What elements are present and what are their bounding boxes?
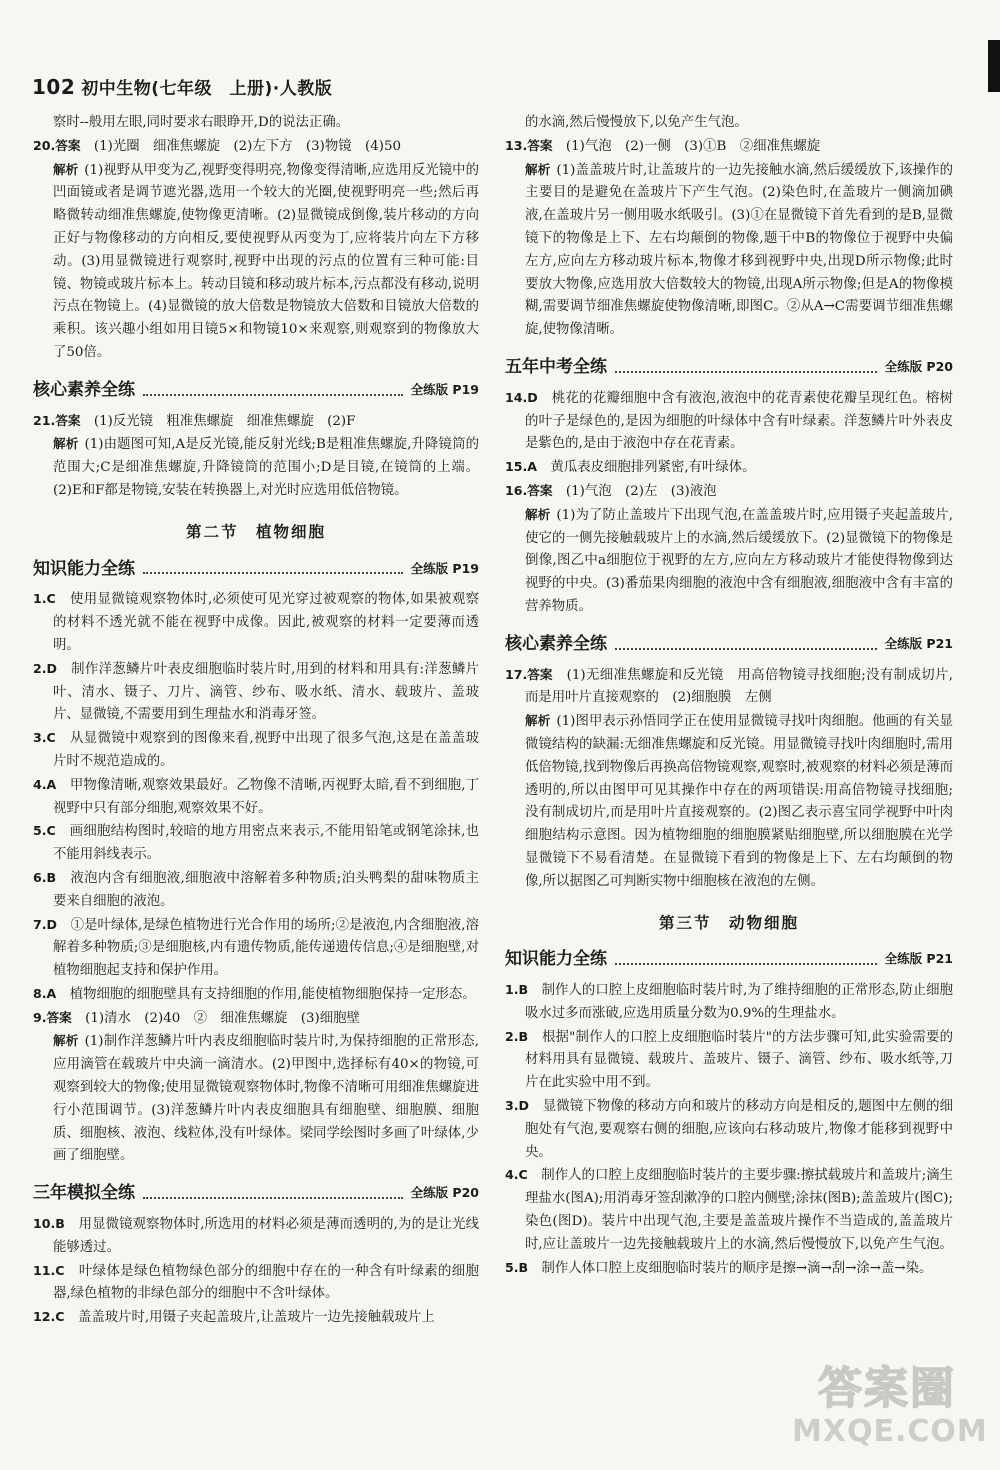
section-ref: 全练版 P20 xyxy=(410,1185,479,1201)
section-title: 三年模拟全练 xyxy=(33,1183,135,1204)
section-heading xyxy=(33,379,479,402)
answer-16 xyxy=(505,480,953,619)
answer-item xyxy=(505,387,953,456)
item-text: 使用显微镜观察物体时,必须使可见光穿过被观察的物体,如果被观察的材料不透光就不能在视野中成像。因此,被观察的材料一定要薄而透明。 xyxy=(53,592,479,653)
answer-item xyxy=(505,456,953,480)
item-label: 1.C xyxy=(33,591,56,607)
answer-item xyxy=(505,1257,953,1281)
section-heading xyxy=(505,356,953,379)
analysis-tag: 解析 xyxy=(525,713,551,729)
answer-item xyxy=(33,1213,479,1260)
item-label: 14.D xyxy=(505,389,538,405)
continued-text: 察时--般用左眼,同时要求右眼睁开,D的说法正确。 xyxy=(53,115,350,130)
item-analysis: (1)视野从甲变为乙,视野变得明亮,物像变得清晰,应选用反光镜中的凹面镜或者是调节遮光器,选用一个较大的光圈,使视野明亮一些;然后再略微转动细准焦螺旋,使物像更清晰。(2)显微镜成倒像,装片移动的方向正好与物像移动的方向相反,要使视野从丙变为丁,应将装片向左下方移动。(3)用显微镜进行观察时,视野中出现的污点的位置有三种可能:目镜、物镜或玻片标本上。转动目镜和移动玻片标本,污点都没有移动,说明污点在物镜上。(4)显微镜的放大倍数是物镜放大倍数和目镜放大倍数的乘积。该兴趣小组如用目镜5×和物镜10×来观察,则观察到的物像放大了50倍。 xyxy=(53,162,479,360)
watermark-logo-text: 答案圈 xyxy=(818,1363,956,1414)
item-label: 6.B xyxy=(33,869,57,885)
answer-item xyxy=(33,1260,479,1307)
section-heading xyxy=(505,633,953,656)
item-label: 5.B xyxy=(505,1259,529,1275)
item-label: 20.答案 xyxy=(33,137,81,153)
section-title: 五年中考全练 xyxy=(505,356,607,377)
answer-13 xyxy=(505,135,953,342)
answer-20 xyxy=(33,135,479,365)
item-analysis: (1)图甲表示孙悟同学正在使用显微镜寻找叶肉细胞。他画的有关显微镜结构的缺漏:无细准焦螺旋和反光镜。用显微镜寻找叶肉细胞时,需用低倍物镜,找到物像后再换高倍物镜观察,观察时,被观察的材料必须是薄而透明的,所以由图甲可见其操作中存在的两项错误:用高倍物镜寻找细胞;没有制成切片,而是用叶片直接观察的。(2)图乙表示喜宝同学视野中叶肉细胞结构示意图。因为植物细胞的细胞膜紧贴细胞壁,所以细胞膜在光学显微镜下不易看清楚。在显微镜下看到的物像是上下、左右均颠倒的物像,所以据图乙可判断实物中细胞核在液泡的左侧。 xyxy=(525,714,954,889)
item-answer: (1)光圈 细准焦螺旋 (2)左下方 (3)物镜 (4)50 xyxy=(93,138,402,154)
right-column xyxy=(505,112,953,1280)
item-label: 17.答案 xyxy=(505,666,553,682)
item-text: 叶绿体是绿色植物绿色部分的细胞中存在的一种含有叶绿素的细胞器,绿色植物的非绿色部分的细胞中不含叶绿体。 xyxy=(53,1263,480,1302)
section-title: 核心素养全练 xyxy=(505,633,607,654)
item-answer: (1)气泡 (2)左 (3)液泡 xyxy=(565,483,717,499)
item-label: 2.D xyxy=(33,660,58,676)
item-answer: (1)无细准焦螺旋和反光镜 用高倍物镜寻找细胞;没有制成切片,而是用叶片直接观察的 (2)细胞膜 左侧 xyxy=(525,667,954,706)
item-label: 7.D xyxy=(33,916,58,932)
dotted-rule xyxy=(143,572,403,574)
item-text: 制作人体口腔上皮细胞临时装片的顺序是擦→滴→刮→涂→盖→染。 xyxy=(541,1260,933,1276)
dotted-rule xyxy=(615,648,877,650)
item-label: 2.B xyxy=(505,1028,529,1044)
watermark-url: MXQE.COM xyxy=(792,1414,988,1449)
analysis-tag: 解析 xyxy=(53,161,79,177)
item-analysis: (1)盖盖玻片时,让盖玻片的一边先接触水滴,然后缓缓放下,该操作的主要目的是避免在盖玻片下产生气泡。(2)染色时,在盖玻片一侧滴加碘液,在盖玻片另一侧用吸水纸吸引。(3)①在显微镜下首先看到的是B,显微镜下的物像是上下、左右均颠倒的物像,题干中B的物像位于视野中央偏左方,应向左方移动玻片标本,物像才移到视野中央,出现D所示物像;此时要放大物像,应选用放大倍数较大的物镜,出现A所示物像;但是A的物像模糊,需要调节细准焦螺旋使物像清晰,即图C。②从A→C需要调节细准焦螺旋,使物像清晰。 xyxy=(525,162,953,338)
page-edge-tab xyxy=(988,40,1000,92)
item-text: 制作洋葱鳞片叶表皮细胞临时装片时,用到的材料和用具有:洋葱鳞片叶、清水、镊子、刀片、滴管、纱布、吸水纸、清水、载玻片、盖玻片、显微镜,不需要用到生理盐水和消毒牙签。 xyxy=(53,661,479,723)
section-title: 知识能力全练 xyxy=(505,949,607,970)
analysis-tag: 解析 xyxy=(525,506,551,522)
section-ref: 全练版 P19 xyxy=(410,381,479,397)
answer-17 xyxy=(505,664,953,894)
item-text: 显微镜下物像的移动方向和玻片的移动方向是相反的,题图中左侧的细胞处有气泡,要观察右侧的细胞,应该向右移动玻片,物像才能移到视野中央。 xyxy=(525,1099,953,1160)
item-text: 制作人的口腔上皮细胞临时装片的主要步骤:擦拭载玻片和盖玻片;滴生理盐水(图A);用消毒牙签刮漱净的口腔内侧壁;涂抹(图B);盖盖玻片(图C);染色(图D)。装片中出现气泡,主要是盖盖玻片操作不当造成的,盖盖玻片时,应让盖玻片一边先接触载玻片上的水滴,然后慢慢放下,以免产生气泡。 xyxy=(525,1168,954,1252)
dotted-rule xyxy=(143,1197,403,1199)
answer-item xyxy=(33,658,479,727)
book-title: 初中生物(七年级 上册)·人教版 xyxy=(81,79,333,99)
answer-item xyxy=(505,1164,953,1256)
item-label: 5.C xyxy=(33,823,56,839)
item-label: 9.答案 xyxy=(33,1009,72,1025)
answer-item xyxy=(33,727,479,774)
item-text: ①是叶绿体,是绿色植物进行光合作用的场所;②是液泡,内含细胞液,溶解着多种物质;③是细胞核,内有遗传物质,能传递遗传信息;④是细胞壁,对植物细胞起支持和保护作用。 xyxy=(53,917,480,979)
item-label: 1.B xyxy=(505,982,529,998)
item-label: 11.C xyxy=(33,1262,65,1278)
section-title: 核心素养全练 xyxy=(33,379,135,400)
item-text: 甲物像清晰,观察效果最好。乙物像不清晰,丙视野太暗,看不到细胞,丁视野中只有部分细胞,观察效果不好。 xyxy=(53,777,479,816)
section-ref: 全练版 P21 xyxy=(884,951,953,967)
item-text: 从显微镜中观察到的图像来看,视野中出现了很多气泡,这是在盖盖玻片时不规范造成的。 xyxy=(53,731,479,769)
chapter-title: 第二节 植物细胞 xyxy=(185,522,326,541)
answer-item xyxy=(505,979,953,1026)
analysis-tag: 解析 xyxy=(53,436,79,452)
item-label: 10.B xyxy=(33,1216,65,1232)
item-label: 15.A xyxy=(505,459,538,475)
answer-item xyxy=(33,820,479,867)
item-label: 3.C xyxy=(33,730,56,746)
item-text: 桃花的花瓣细胞中含有液泡,液泡中的花青素使花瓣呈现红色。榕树的叶子是绿色的,是因为细胞的叶绿体中含有叶绿素。洋葱鳞片叶外表皮是紫色的,是由于液泡中存在花青素。 xyxy=(525,390,954,452)
item-analysis: (1)为了防止盖玻片下出现气泡,在盖盖玻片时,应用镊子夹起盖玻片,使它的一侧先接触载玻片上的水滴,然后缓缓放下。(2)显微镜下的物像是倒像,图乙中a细胞位于视野的左方,应向左方移动玻片才能使得物像到达视野的中央。(3)番茄果肉细胞的液泡中含有细胞液,细胞液中含有丰富的营养物质。 xyxy=(525,507,953,614)
item-label: 8.A xyxy=(33,985,57,1001)
item-text: 画细胞结构图时,较暗的地方用密点来表示,不能用铅笔或钢笔涂抹,也不能用斜线表示。 xyxy=(53,824,479,863)
section-ref: 全练版 P20 xyxy=(884,358,953,374)
left-column xyxy=(33,112,479,1330)
item-text: 制作人的口腔上皮细胞临时装片时,为了维持细胞的正常形态,防止细胞吸水过多而涨破,应选用质量分数为0.9%的生理盐水。 xyxy=(525,983,953,1021)
section-ref: 全练版 P21 xyxy=(884,635,953,651)
section-ref: 全练版 P19 xyxy=(410,560,479,576)
chapter-title: 第三节 动物细胞 xyxy=(658,913,799,932)
item-text: 植物细胞的细胞壁具有支持细胞的作用,能使植物细胞保持一定形态。 xyxy=(69,986,476,1002)
site-watermark xyxy=(792,1352,988,1462)
section-heading xyxy=(505,948,953,971)
answer-item xyxy=(33,588,479,657)
section-heading xyxy=(33,558,479,581)
answer-21 xyxy=(33,410,479,503)
item-text: 根据"制作人的口腔上皮细胞临时装片"的方法步骤可知,此实验需要的材料用具有显微镜、载玻片、盖玻片、镊子、滴管、纱布、吸水纸等,刀片在此实验中用不到。 xyxy=(525,1029,954,1091)
item-label: 13.答案 xyxy=(505,137,553,153)
dotted-rule xyxy=(143,394,403,396)
section-title: 知识能力全练 xyxy=(33,558,135,579)
item-answer: (1)反光镜 粗准焦螺旋 细准焦螺旋 (2)F xyxy=(93,413,356,429)
analysis-tag: 解析 xyxy=(525,161,551,177)
item-label: 16.答案 xyxy=(505,482,553,498)
page-number: 102 xyxy=(32,75,76,99)
answer-item xyxy=(505,1026,953,1095)
answer-item xyxy=(505,1095,953,1164)
item-label: 4.A xyxy=(33,776,57,792)
dotted-rule xyxy=(615,371,877,373)
item-label: 21.答案 xyxy=(33,412,81,428)
item-analysis: (1)制作洋葱鳞片叶内表皮细胞临时装片时,为保持细胞的正常形态,应用滴管在载玻片中央滴一滴清水。(2)甲图中,选择标有40×的物镜,可观察到较大的物像;使用显微镜观察物体时,物像不清晰可用细准焦螺旋进行小范围调节。(3)洋葱鳞片叶内表皮细胞具有细胞壁、细胞膜、细胞质、细胞核、液泡、线粒体,没有叶绿体。梁同学绘图时多画了叶绿体,少画了细胞壁。 xyxy=(53,1034,479,1164)
item-analysis: (1)由题图可知,A是反光镜,能反射光线;B是粗准焦螺旋,升降镜筒的范围大;C是细准焦螺旋,升降镜筒的范围小;D是目镜,在镜筒的上端。(2)E和F都是物镜,安装在转换器上,对光时应选用低倍物镜。 xyxy=(53,437,479,498)
item-text: 黄瓜表皮细胞排列紧密,有叶绿体。 xyxy=(550,460,756,476)
item-label: 3.D xyxy=(505,1098,530,1114)
item-text: 盖盖玻片时,用镊子夹起盖玻片,让盖玻片一边先接触载玻片上 xyxy=(77,1310,435,1326)
answer-item xyxy=(33,983,479,1007)
item-label: 4.C xyxy=(505,1167,528,1183)
item-label: 12.C xyxy=(33,1309,65,1325)
answer-item xyxy=(33,774,479,821)
item-text: 液泡内含有细胞液,细胞液中溶解着多种物质;泊头鸭梨的甜味物质主要来自细胞的液泡。 xyxy=(53,870,479,909)
answer-item xyxy=(33,1306,479,1330)
item-answer: (1)清水 (2)40 ② 细准焦螺旋 (3)细胞壁 xyxy=(85,1010,360,1026)
item-text: 用显微镜观察物体时,所选用的材料必须是薄而透明的,为的是让光线能够透过。 xyxy=(53,1217,480,1255)
answer-item xyxy=(33,867,479,914)
answer-item xyxy=(33,914,479,983)
section-heading xyxy=(33,1182,479,1205)
continued-text: 的水滴,然后慢慢放下,以免产生气泡。 xyxy=(525,115,748,130)
analysis-tag: 解析 xyxy=(53,1033,79,1049)
page-header xyxy=(32,74,522,99)
dotted-rule xyxy=(615,963,877,965)
item-answer: (1)气泡 (2)一侧 (3)①B ②细准焦螺旋 xyxy=(565,138,821,154)
answer-9 xyxy=(33,1007,479,1169)
